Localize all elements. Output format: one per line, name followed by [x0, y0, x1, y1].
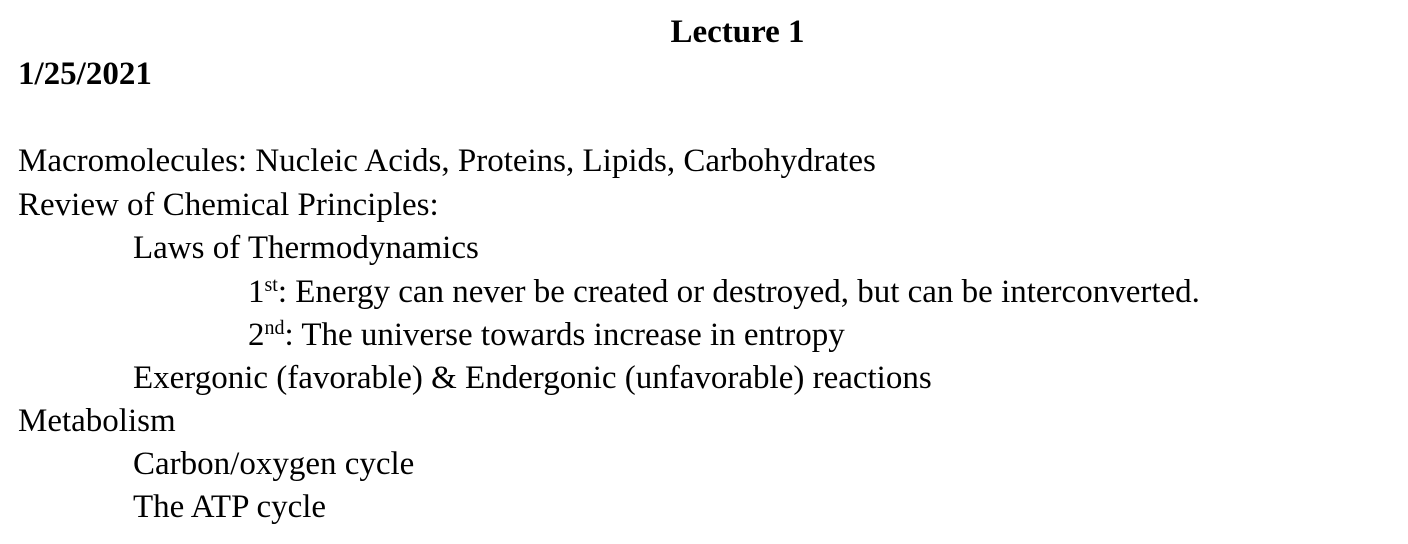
- line-first-law: [248, 270, 1200, 314]
- line-carbon-oxygen-cycle: Carbon/oxygen cycle: [133, 446, 415, 482]
- line-macromolecules: Macromolecules: Nucleic Acids, Proteins, Lipids, Carbohydrates: [18, 143, 876, 179]
- line-metabolism: Metabolism: [18, 403, 176, 439]
- line-laws-of-thermodynamics: Laws of Thermodynamics: [133, 230, 479, 266]
- second-law-number: 2: [248, 317, 265, 353]
- lecture-title: Lecture 1: [670, 14, 805, 50]
- second-law-text: : The universe towards increase in entropy: [284, 317, 845, 353]
- line-review-chemical-principles: Review of Chemical Principles:: [18, 187, 439, 223]
- first-law-number: 1: [248, 274, 265, 310]
- line-second-law: [248, 313, 845, 357]
- line-exergonic-endergonic: Exergonic (favorable) & Endergonic (unfavorable) reactions: [133, 360, 932, 396]
- line-atp-cycle: The ATP cycle: [133, 489, 327, 525]
- lecture-date: 1/25/2021: [18, 56, 152, 92]
- first-law-text: : Energy can never be created or destroyed, but can be interconverted.: [277, 274, 1200, 310]
- first-law-ordinal-suffix: st: [264, 274, 278, 296]
- second-law-ordinal-suffix: nd: [264, 317, 285, 339]
